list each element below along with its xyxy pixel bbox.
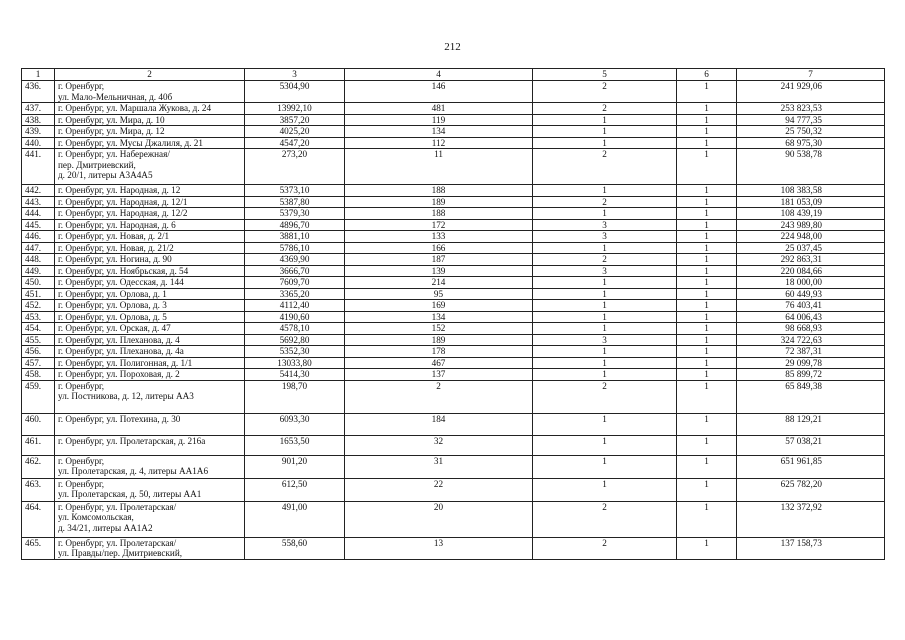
- cell-count-b: 1: [533, 126, 677, 138]
- cell-count-c: 1: [677, 455, 737, 478]
- table-row: [22, 311, 885, 323]
- cell-row-number: 438.: [22, 114, 55, 126]
- cell-area: 273,20: [245, 149, 345, 185]
- cell-row-number: 453.: [22, 311, 55, 323]
- cell-count-c: 1: [677, 208, 737, 220]
- cell-count-c: 1: [677, 137, 737, 149]
- cell-row-number: 458.: [22, 369, 55, 381]
- cell-count-a: 31: [345, 455, 533, 478]
- cell-count-c: 1: [677, 114, 737, 126]
- cell-amount: 324 722,63: [737, 334, 885, 346]
- cell-address: г. Оренбург, ул. Народная, д. 12: [55, 185, 245, 197]
- cell-row-number: 451.: [22, 288, 55, 300]
- cell-count-c: 1: [677, 219, 737, 231]
- cell-area: 491,00: [245, 501, 345, 537]
- table-row: [22, 435, 885, 455]
- cell-count-a: 152: [345, 323, 533, 335]
- cell-amount: 243 989,80: [737, 219, 885, 231]
- cell-count-a: 146: [345, 81, 533, 103]
- cell-address: г. Оренбург, ул. Новая, д. 2/1: [55, 231, 245, 243]
- cell-row-number: 446.: [22, 231, 55, 243]
- table-row: [22, 300, 885, 312]
- column-header: 7: [737, 69, 885, 81]
- cell-amount: 88 129,21: [737, 413, 885, 435]
- cell-address: г. Оренбург, ул. Маршала Жукова, д. 24: [55, 103, 245, 115]
- cell-address: г. Оренбург, ул. Мира, д. 10: [55, 114, 245, 126]
- cell-amount: 132 372,92: [737, 501, 885, 537]
- table-row: [22, 357, 885, 369]
- table-row: [22, 137, 885, 149]
- cell-count-b: 3: [533, 231, 677, 243]
- cell-row-number: 437.: [22, 103, 55, 115]
- cell-row-number: 461.: [22, 435, 55, 455]
- table-row: [22, 413, 885, 435]
- cell-count-c: 1: [677, 311, 737, 323]
- cell-area: 4896,70: [245, 219, 345, 231]
- cell-count-c: 1: [677, 501, 737, 537]
- cell-row-number: 464.: [22, 501, 55, 537]
- cell-count-a: 20: [345, 501, 533, 537]
- cell-address: г. Оренбург, ул. Пороховая, д. 2: [55, 369, 245, 381]
- cell-address: г. Оренбург, ул. Мало-Мельничная, д. 40б: [55, 81, 245, 103]
- cell-area: 901,20: [245, 455, 345, 478]
- cell-count-c: 1: [677, 277, 737, 289]
- cell-count-a: 188: [345, 208, 533, 220]
- cell-amount: 241 929,06: [737, 81, 885, 103]
- cell-count-b: 2: [533, 501, 677, 537]
- cell-area: 4025,20: [245, 126, 345, 138]
- cell-count-a: 2: [345, 380, 533, 413]
- cell-count-a: 22: [345, 478, 533, 501]
- cell-address: г. Оренбург, ул. Орлова, д. 3: [55, 300, 245, 312]
- cell-count-b: 3: [533, 265, 677, 277]
- cell-row-number: 462.: [22, 455, 55, 478]
- cell-row-number: 440.: [22, 137, 55, 149]
- cell-count-c: 1: [677, 288, 737, 300]
- cell-row-number: 444.: [22, 208, 55, 220]
- cell-row-number: 439.: [22, 126, 55, 138]
- header-row: [22, 69, 885, 81]
- cell-count-a: 166: [345, 242, 533, 254]
- table-row: [22, 242, 885, 254]
- cell-count-c: 1: [677, 323, 737, 335]
- cell-address: г. Оренбург, ул. Потехина, д. 30: [55, 413, 245, 435]
- cell-count-b: 1: [533, 208, 677, 220]
- table-row: [22, 103, 885, 115]
- cell-area: 4578,10: [245, 323, 345, 335]
- cell-row-number: 448.: [22, 254, 55, 266]
- table-row: [22, 346, 885, 358]
- cell-row-number: 436.: [22, 81, 55, 103]
- cell-count-c: 1: [677, 369, 737, 381]
- cell-address: г. Оренбург, ул. Пролетарская/ ул. Правды/пер. Дмитриевский,: [55, 537, 245, 559]
- cell-area: 4190,60: [245, 311, 345, 323]
- cell-area: 5387,80: [245, 196, 345, 208]
- cell-count-a: 95: [345, 288, 533, 300]
- cell-row-number: 452.: [22, 300, 55, 312]
- cell-count-c: 1: [677, 300, 737, 312]
- cell-amount: 292 863,31: [737, 254, 885, 266]
- cell-amount: 253 823,53: [737, 103, 885, 115]
- table-row: [22, 265, 885, 277]
- cell-count-b: 1: [533, 311, 677, 323]
- cell-count-a: 184: [345, 413, 533, 435]
- cell-amount: 25 750,32: [737, 126, 885, 138]
- cell-amount: 220 084,66: [737, 265, 885, 277]
- cell-address: г. Оренбург, ул. Пролетарская, д. 216а: [55, 435, 245, 455]
- cell-count-a: 169: [345, 300, 533, 312]
- cell-area: 5352,30: [245, 346, 345, 358]
- cell-address: г. Оренбург, ул. Пролетарская, д. 4, литеры АА1А6: [55, 455, 245, 478]
- table-row: [22, 455, 885, 478]
- cell-count-b: 1: [533, 478, 677, 501]
- column-header: 6: [677, 69, 737, 81]
- cell-area: 1653,50: [245, 435, 345, 455]
- cell-address: г. Оренбург, ул. Орлова, д. 1: [55, 288, 245, 300]
- cell-area: 612,50: [245, 478, 345, 501]
- cell-count-a: 178: [345, 346, 533, 358]
- cell-row-number: 455.: [22, 334, 55, 346]
- cell-area: 13992,10: [245, 103, 345, 115]
- cell-amount: 651 961,85: [737, 455, 885, 478]
- cell-count-c: 1: [677, 413, 737, 435]
- cell-count-b: 2: [533, 380, 677, 413]
- cell-area: 558,60: [245, 537, 345, 559]
- cell-address: г. Оренбург, ул. Орлова, д. 5: [55, 311, 245, 323]
- table-row: [22, 149, 885, 185]
- cell-count-c: 1: [677, 357, 737, 369]
- cell-amount: 25 037,45: [737, 242, 885, 254]
- table-row: [22, 185, 885, 197]
- cell-amount: 108 439,19: [737, 208, 885, 220]
- cell-count-a: 187: [345, 254, 533, 266]
- cell-count-b: 1: [533, 277, 677, 289]
- table-row: [22, 478, 885, 501]
- table-row: [22, 219, 885, 231]
- cell-amount: 94 777,35: [737, 114, 885, 126]
- page-number: 212: [444, 41, 461, 53]
- cell-count-c: 1: [677, 380, 737, 413]
- cell-address: г. Оренбург, ул. Новая, д. 21/2: [55, 242, 245, 254]
- cell-count-a: 11: [345, 149, 533, 185]
- cell-address: г. Оренбург, ул. Пролетарская, д. 50, литеры АА1: [55, 478, 245, 501]
- cell-area: 3857,20: [245, 114, 345, 126]
- column-header: 5: [533, 69, 677, 81]
- cell-count-a: 112: [345, 137, 533, 149]
- cell-area: 5304,90: [245, 81, 345, 103]
- cell-count-b: 1: [533, 369, 677, 381]
- cell-address: г. Оренбург, ул. Ногина, д. 90: [55, 254, 245, 266]
- cell-amount: 181 053,09: [737, 196, 885, 208]
- cell-area: 3365,20: [245, 288, 345, 300]
- cell-count-a: 119: [345, 114, 533, 126]
- cell-count-c: 1: [677, 103, 737, 115]
- cell-row-number: 447.: [22, 242, 55, 254]
- cell-count-b: 1: [533, 455, 677, 478]
- cell-count-b: 3: [533, 334, 677, 346]
- cell-count-c: 1: [677, 334, 737, 346]
- cell-count-c: 1: [677, 265, 737, 277]
- cell-amount: 224 948,00: [737, 231, 885, 243]
- cell-count-a: 137: [345, 369, 533, 381]
- cell-count-b: 3: [533, 219, 677, 231]
- cell-area: 5379,30: [245, 208, 345, 220]
- cell-count-c: 1: [677, 231, 737, 243]
- cell-amount: 625 782,20: [737, 478, 885, 501]
- cell-count-a: 134: [345, 311, 533, 323]
- cell-count-a: 133: [345, 231, 533, 243]
- cell-count-a: 32: [345, 435, 533, 455]
- cell-count-b: 1: [533, 185, 677, 197]
- cell-area: 5373,10: [245, 185, 345, 197]
- cell-count-c: 1: [677, 149, 737, 185]
- cell-count-c: 1: [677, 126, 737, 138]
- cell-count-c: 1: [677, 254, 737, 266]
- cell-area: 7609,70: [245, 277, 345, 289]
- cell-area: 13033,80: [245, 357, 345, 369]
- cell-area: 4112,40: [245, 300, 345, 312]
- cell-count-b: 1: [533, 137, 677, 149]
- cell-count-c: 1: [677, 435, 737, 455]
- cell-count-b: 2: [533, 196, 677, 208]
- cell-count-a: 139: [345, 265, 533, 277]
- table-row: [22, 81, 885, 103]
- cell-count-c: 1: [677, 196, 737, 208]
- cell-row-number: 454.: [22, 323, 55, 335]
- cell-count-a: 189: [345, 334, 533, 346]
- table-row: [22, 254, 885, 266]
- cell-row-number: 465.: [22, 537, 55, 559]
- cell-count-b: 1: [533, 346, 677, 358]
- cell-area: 5786,10: [245, 242, 345, 254]
- cell-address: г. Оренбург, ул. Мира, д. 12: [55, 126, 245, 138]
- cell-amount: 29 099,78: [737, 357, 885, 369]
- cell-count-a: 134: [345, 126, 533, 138]
- cell-count-b: 1: [533, 413, 677, 435]
- cell-amount: 85 899,72: [737, 369, 885, 381]
- cell-area: 3666,70: [245, 265, 345, 277]
- cell-amount: 98 668,93: [737, 323, 885, 335]
- cell-area: 6093,30: [245, 413, 345, 435]
- column-header: 2: [55, 69, 245, 81]
- table-row: [22, 380, 885, 413]
- cell-count-b: 2: [533, 537, 677, 559]
- cell-amount: 90 538,78: [737, 149, 885, 185]
- cell-count-b: 2: [533, 149, 677, 185]
- cell-row-number: 450.: [22, 277, 55, 289]
- cell-count-a: 481: [345, 103, 533, 115]
- cell-amount: 137 158,73: [737, 537, 885, 559]
- cell-count-a: 188: [345, 185, 533, 197]
- cell-count-b: 2: [533, 103, 677, 115]
- cell-area: 198,70: [245, 380, 345, 413]
- cell-address: г. Оренбург, ул. Народная, д. 12/1: [55, 196, 245, 208]
- table-row: [22, 288, 885, 300]
- cell-row-number: 460.: [22, 413, 55, 435]
- cell-row-number: 441.: [22, 149, 55, 185]
- cell-area: 4369,90: [245, 254, 345, 266]
- column-header: 4: [345, 69, 533, 81]
- cell-count-b: 1: [533, 114, 677, 126]
- cell-count-b: 1: [533, 288, 677, 300]
- table-body: [22, 81, 885, 560]
- cell-address: г. Оренбург, ул. Набережная/ пер. Дмитриевский, д. 20/1, литеры А3А4А5: [55, 149, 245, 185]
- cell-count-b: 1: [533, 357, 677, 369]
- registry-table: [21, 68, 885, 560]
- cell-address: г. Оренбург, ул. Народная, д. 6: [55, 219, 245, 231]
- cell-row-number: 457.: [22, 357, 55, 369]
- table-row: [22, 501, 885, 537]
- cell-row-number: 442.: [22, 185, 55, 197]
- cell-address: г. Оренбург, ул. Постникова, д. 12, литеры АА3: [55, 380, 245, 413]
- cell-amount: 65 849,38: [737, 380, 885, 413]
- table-row: [22, 196, 885, 208]
- cell-count-a: 214: [345, 277, 533, 289]
- table-row: [22, 114, 885, 126]
- cell-amount: 76 403,41: [737, 300, 885, 312]
- cell-area: 3881,10: [245, 231, 345, 243]
- cell-row-number: 459.: [22, 380, 55, 413]
- cell-count-c: 1: [677, 478, 737, 501]
- cell-address: г. Оренбург, ул. Плеханова, д. 4: [55, 334, 245, 346]
- cell-address: г. Оренбург, ул. Мусы Джалиля, д. 21: [55, 137, 245, 149]
- cell-count-c: 1: [677, 242, 737, 254]
- cell-area: 5414,30: [245, 369, 345, 381]
- cell-amount: 108 383,58: [737, 185, 885, 197]
- cell-count-b: 1: [533, 242, 677, 254]
- cell-count-b: 2: [533, 254, 677, 266]
- cell-amount: 64 006,43: [737, 311, 885, 323]
- cell-count-b: 1: [533, 300, 677, 312]
- cell-address: г. Оренбург, ул. Ноябрьская, д. 54: [55, 265, 245, 277]
- table-row: [22, 231, 885, 243]
- cell-row-number: 456.: [22, 346, 55, 358]
- cell-amount: 18 000,00: [737, 277, 885, 289]
- table-row: [22, 334, 885, 346]
- column-header: 1: [22, 69, 55, 81]
- cell-row-number: 449.: [22, 265, 55, 277]
- cell-address: г. Оренбург, ул. Плеханова, д. 4а: [55, 346, 245, 358]
- cell-row-number: 443.: [22, 196, 55, 208]
- cell-count-c: 1: [677, 537, 737, 559]
- cell-count-a: 172: [345, 219, 533, 231]
- cell-row-number: 445.: [22, 219, 55, 231]
- table-row: [22, 323, 885, 335]
- cell-address: г. Оренбург, ул. Народная, д. 12/2: [55, 208, 245, 220]
- table-row: [22, 369, 885, 381]
- cell-count-a: 189: [345, 196, 533, 208]
- cell-count-a: 467: [345, 357, 533, 369]
- cell-address: г. Оренбург, ул. Полигонная, д. 1/1: [55, 357, 245, 369]
- table-row: [22, 537, 885, 559]
- cell-area: 5692,80: [245, 334, 345, 346]
- cell-count-c: 1: [677, 81, 737, 103]
- cell-area: 4547,20: [245, 137, 345, 149]
- cell-count-c: 1: [677, 346, 737, 358]
- cell-count-b: 1: [533, 435, 677, 455]
- column-header: 3: [245, 69, 345, 81]
- table-row: [22, 277, 885, 289]
- cell-address: г. Оренбург, ул. Орская, д. 47: [55, 323, 245, 335]
- cell-address: г. Оренбург, ул. Пролетарская/ ул. Комсомольская, д. 34/21, литеры АА1А2: [55, 501, 245, 537]
- cell-count-b: 1: [533, 323, 677, 335]
- table-row: [22, 208, 885, 220]
- cell-address: г. Оренбург, ул. Одесская, д. 144: [55, 277, 245, 289]
- cell-count-a: 13: [345, 537, 533, 559]
- cell-count-b: 2: [533, 81, 677, 103]
- cell-row-number: 463.: [22, 478, 55, 501]
- cell-amount: 60 449,93: [737, 288, 885, 300]
- table-row: [22, 126, 885, 138]
- cell-count-c: 1: [677, 185, 737, 197]
- cell-amount: 68 975,30: [737, 137, 885, 149]
- cell-amount: 57 038,21: [737, 435, 885, 455]
- cell-amount: 72 387,31: [737, 346, 885, 358]
